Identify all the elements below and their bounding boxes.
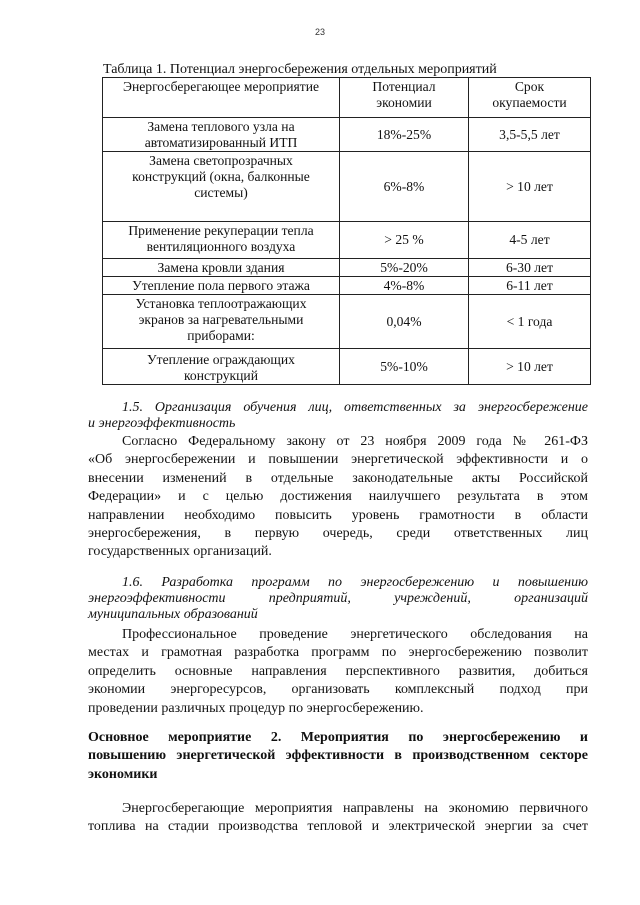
cell-payback: > 10 лет: [469, 152, 591, 222]
header-payback: Срок окупаемости: [469, 78, 591, 118]
cell-potential: 5%-20%: [340, 259, 469, 277]
cell-potential: > 25 %: [340, 222, 469, 259]
table-row: [103, 349, 591, 385]
cell-payback: > 10 лет: [469, 349, 591, 385]
cell-potential: 18%-25%: [340, 118, 469, 152]
cell-payback: 6-11 лет: [469, 277, 591, 295]
header-potential: Потенциал экономии: [340, 78, 469, 118]
main-measure-2-heading: Основное мероприятие 2. Мероприятия по энергосбережению и повышению энергетической эффективности в производственном секторе экономики: [88, 730, 588, 782]
cell-measure: Замена светопрозрачных конструкций (окна, балконные системы): [103, 152, 340, 222]
cell-potential: 5%-10%: [340, 349, 469, 385]
section-1-6-paragraph: Профессиональное проведение энергетического обследования на местах и грамотная разработка программ по энергосбережению позволит определить основные направления перспективного развития, добиться экономии энергоресурсов, организовать комплексный подход при проведении различных процедур по энергосбережению.: [88, 627, 588, 716]
table-row: [103, 222, 591, 259]
table-row: [103, 295, 591, 349]
section-1-5-paragraph: Согласно Федеральному закону от 23 ноября 2009 года № 261-ФЗ «Об энергосбережении и повышении энергетической эффективности и о внесении изменений в отдельные законодательные акты Российской Федерации» и с целью достижения наилучшего результата в этом направлении необходимо повысить уровень грамотности в области энергосбережения, в первую очередь, среди ответственных лиц государственных организаций.: [88, 434, 588, 560]
section-1-5-heading: 1.5. Организация обучения лиц, ответственных за энергосбережение и энергоэффективность: [88, 400, 588, 431]
cell-payback: 3,5-5,5 лет: [469, 118, 591, 152]
section-1-6-heading: 1.6. Разработка программ по энергосбережению и повышению энергоэффективности предприятий, учреждений, организаций муниципальных образований: [88, 575, 588, 622]
cell-payback: 6-30 лет: [469, 259, 591, 277]
cell-measure: Установка теплоотражающих экранов за нагревательными приборами:: [103, 295, 340, 349]
cell-payback: 4-5 лет: [469, 222, 591, 259]
cell-measure: Замена кровли здания: [103, 259, 340, 277]
cell-payback: < 1 года: [469, 295, 591, 349]
energy-saving-table: [102, 77, 591, 385]
cell-measure: Замена теплового узла на автоматизированный ИТП: [103, 118, 340, 152]
cell-measure: Применение рекуперации тепла вентиляционного воздуха: [103, 222, 340, 259]
table-row: [103, 277, 591, 295]
table-row: [103, 259, 591, 277]
table-header-row: [103, 78, 591, 118]
main-measure-2-paragraph: Энергосберегающие мероприятия направлены на экономию первичного топлива на стадии производства тепловой и электрической энергии за счет: [88, 801, 588, 835]
header-measure: Энергосберегающее мероприятие: [103, 78, 340, 118]
page-number: 23: [314, 27, 325, 37]
cell-measure: Утепление ограждающих конструкций: [103, 349, 340, 385]
cell-potential: 0,04%: [340, 295, 469, 349]
table-caption: Таблица 1. Потенциал энергосбережения отдельных мероприятий: [103, 62, 497, 77]
cell-potential: 6%-8%: [340, 152, 469, 222]
cell-potential: 4%-8%: [340, 277, 469, 295]
table-row: [103, 152, 591, 222]
cell-measure: Утепление пола первого этажа: [103, 277, 340, 295]
table-row: [103, 118, 591, 152]
